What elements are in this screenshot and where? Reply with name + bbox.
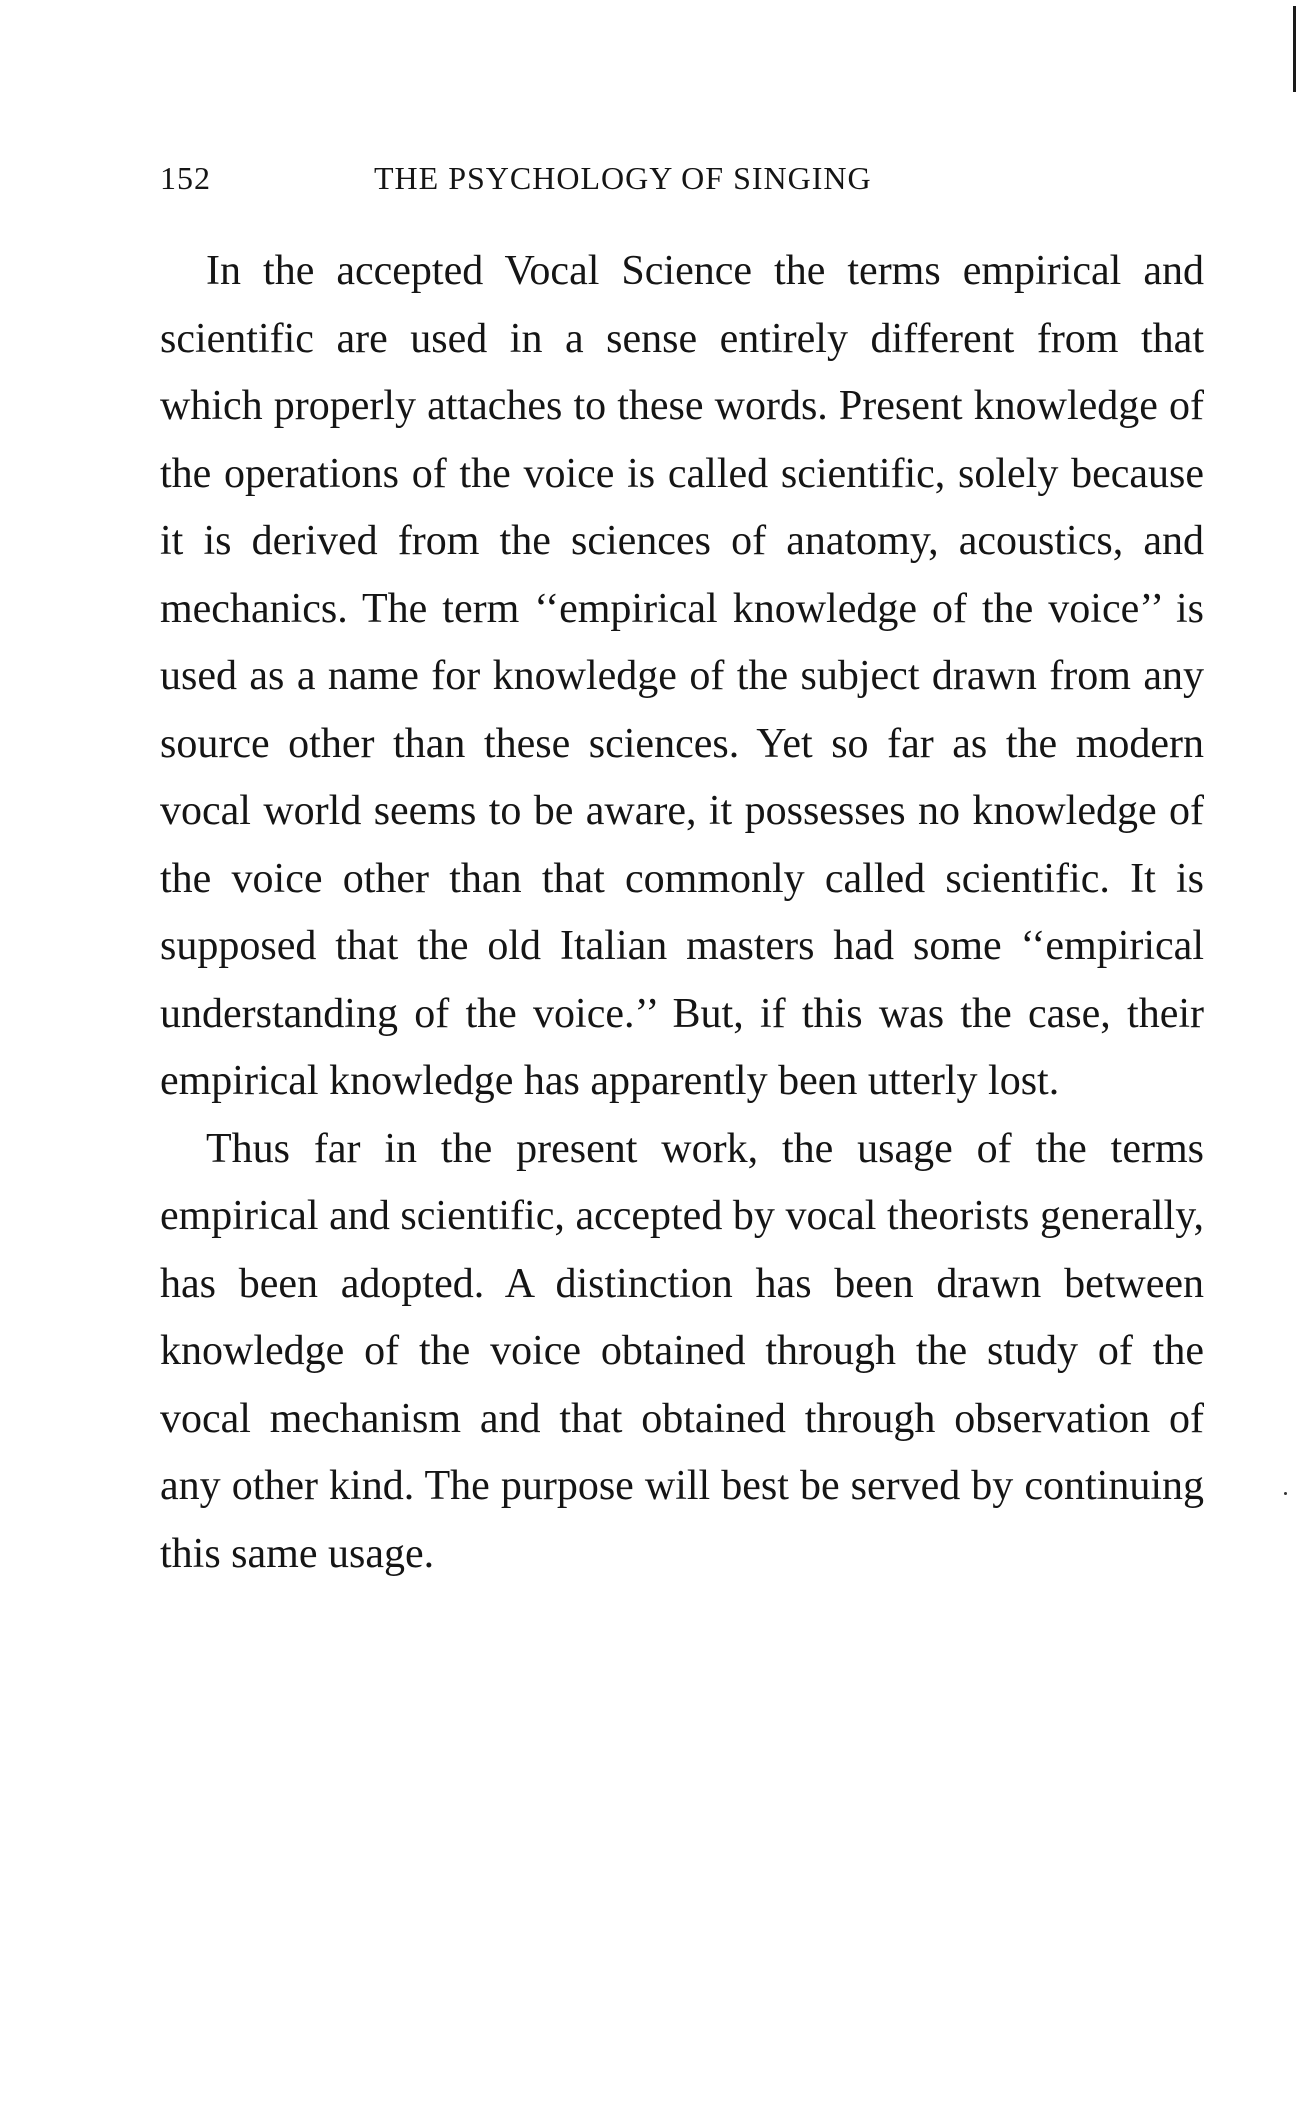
page-edge-mark [1293, 6, 1296, 92]
paragraph-2: Thus far in the present work, the usage of the terms empirical and scientific, accepted by vocal theorists generally, has been adopted. A distinction has been drawn between knowledge of the voice obtained through the study of the vocal mechanism and that obtained through observation of any other kind. The purpose will best be served by continuing this same usage. [160, 1125, 1204, 1577]
page-number: 152 [160, 160, 211, 196]
paragraph-1: In the accepted Vocal Science the terms empirical and scientific are used in a sense entirely different from that which properly attaches to these words. Present knowledge of the operations of the voice is called scientific, solely because it is derived from the sciences of anatomy, acoustics, and mechanics. The term ‘‘empirical knowledge of the voice’’ is used as a name for knowledge of the subject drawn from any source other than these sciences. Yet so far as the modern vocal world seems to be aware, it possesses no knowledge of the voice other than that commonly called scientific. It is supposed that the old Italian masters had some ‘‘empirical understanding of the voice.’’ But, if this was the case, their empirical knowledge has apparently been utterly lost. [160, 248, 1204, 1104]
running-title: THE PSYCHOLOGY OF SINGING [374, 160, 872, 196]
running-header [160, 160, 1000, 196]
body-text [160, 238, 1204, 1588]
margin-speck [1284, 1492, 1287, 1495]
